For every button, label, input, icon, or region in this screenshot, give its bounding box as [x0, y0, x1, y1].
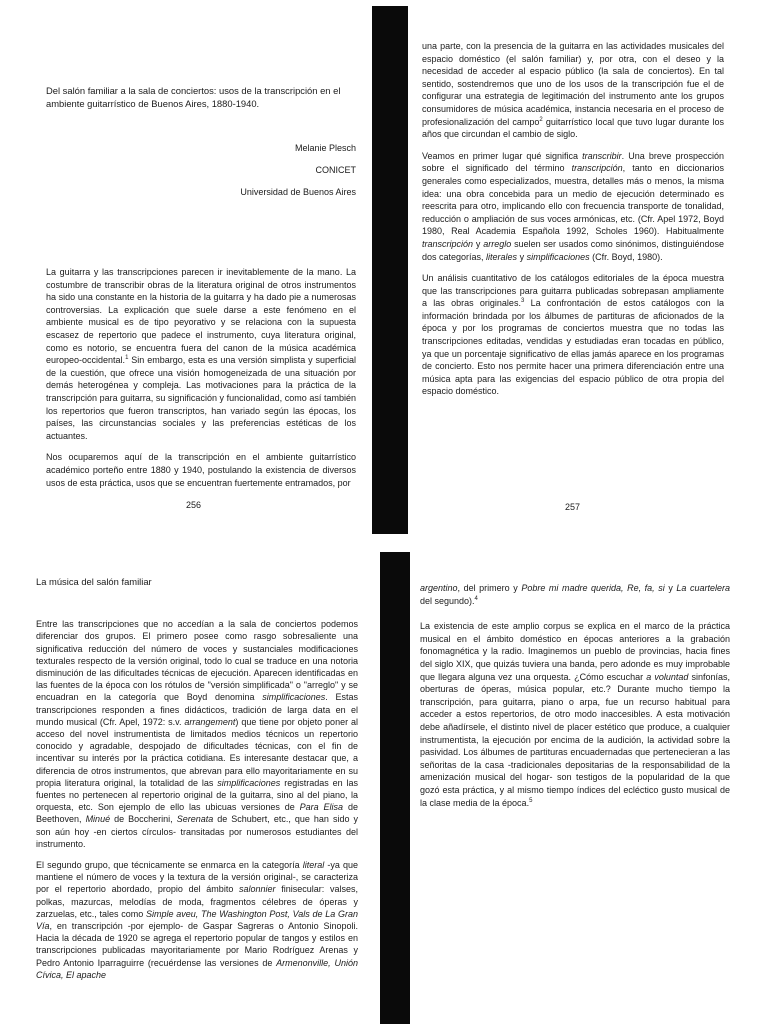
author-affiliation: CONICET — [315, 165, 356, 175]
paragraph: La guitarra y las transcripciones parecen ir inevitablemente de la mano. La costumbre de transcribir obras de la literatura original de otros instrumentos ha sido una constante en la historia de la guitarra y ha dado pie a numerosas controversias. La explicación que suele darse a este fenómeno en el ambiente musical es de tipo peyorativo y se relaciona con la supuesta escasez de repertorio que padece el instrumento, cuya literatura original, como es notorio, se encuentra fuera del canon de la música académica europeo-occidental.$^1$ Sin embargo, esta es una versión simplista y superficial de la cuestión, que ofrece una visión homogeneizada de una situación por demás heterogénea y compleja. Las motivaciones para la práctica de la transcripción para guitarra, su significación y funcionalidad, como así también los repertorios que fueron transcriptos, han variado según las épocas, los países, las circunstancias sociales y las preferencias estéticas de los actuantes. — [46, 267, 356, 441]
footnote-ref: 2 — [539, 116, 543, 123]
author-name: Melanie Plesch — [294, 143, 356, 153]
bottom-spread-gutter — [380, 552, 410, 1024]
article-title: Del salón familiar a la sala de conciertos: usos de la transcripción en el ambiente guitarrístico de Buenos Aires, 1880-1940. — [46, 85, 341, 109]
author-block — [46, 142, 356, 199]
bottom-spread — [0, 548, 768, 1024]
paragraph: Veamos en primer lugar qué significa transcribir. Una breve prospección sobre el significado del término transcripción, tanto en diccionarios generales como especializados, muestra, detalles más o menos, la misma idea: una obra concebida para un medio de ejecución determinado es reescrita para otro, implicando ello con frecuencia transporte de tonalidad, reducción o ampliación de sus voces armónicas, etc. (Cfr. Apel 1972, Boyd 1980, Real Academia Española 1992, Scholes 1960). Habitualmente transcripción y arreglo suelen ser usados como sinónimos, distinguiéndose dos categorías, literales y simplificaciones (Cfr. Boyd, 1980). — [422, 150, 724, 262]
page-256 — [46, 84, 356, 498]
paragraph: Un análisis cuantitativo de los catálogos editoriales de la época muestra que las transcripciones para guitarra publicadas sobrepasan ampliamente a las obras originales.$^3$ La confrontación de estos catálogos con la información brindada por los álbumes de partituras de aficionados de la época y por los programas de conciertos muestra que no todas las transcripciones editadas, vendidas y estudiadas eran tocadas en público, ya que un porcentaje significativo de ellas jamás aparece en los programas de concierto. Esto nos permite hacer una primera diferenciación entre una música apta para las exigencias del espacio público de otra propia del espacio doméstico. — [422, 273, 724, 397]
paragraph: Entre las transcripciones que no accedían a la sala de conciertos podemos diferenciar dos grupos. El primero posee como rasgo sobresaliente una significativa reducción del número de voces y sustanciales modificaciones texturales respecto de la versión original, todo lo cual se traduce en una notoria disminución de las dificultades técnicas de ejecución. Aparecen identificadas en las fuentes de la época con los rótulos de "versión simplificada" o "arreglo" y se encuadran en la categoría que Boyd denomina simplificaciones. Estas transcripciones responden a fines didácticos, tradición de larga data en el mundo musical (Cfr. Apel, 1972: s.v. arrangement) que tiene por objeto poner al acceso del novel instrumentista de limitados medios técnicos un repertorio conocido y agradable, despojado de dificultades técnicas, con el fin de incentivar su interés por la práctica cotidiana. Es interesante destacar que, a diferencia de otros instrumentos, que abrevan para ello mayoritariamente en su propia literatura original, la totalidad de las simplificaciones registradas en las fuentes no pertenecen al repertorio original de la guitarra, sino al del piano, la orquesta, etc. Son ejemplo de ello las ubicuas versiones de Para Elisa de Beethoven, Minué de Boccherini, Serenata de Schubert, etc., que han sido y son aún hoy -en ciertos círculos- transitadas por numerosos estudiantes del instrumento. — [36, 619, 359, 849]
footnote-ref: 4 — [474, 595, 478, 602]
page-259 — [420, 582, 730, 818]
author-university: Universidad de Buenos Aires — [240, 187, 356, 197]
top-spread-gutter — [372, 6, 408, 534]
paragraph: El segundo grupo, que técnicamente se enmarca en la categoría literal -ya que mantiene el número de voces y la textura de la versión original-, se caracteriza por el repertorio abordado, propio del ámbito salonnier finisecular: valses, polkas, mazurcas, melodías de moda, fragmentos célebres de óperas y zarzuelas, etc., tales como Simple aveu, The Washington Post, Vals de La Gran Vía, en transcripción -por ejemplo- de Gaspar Sagreras o Antonio Sinopoli. Hacia la década de 1920 se agrega el repertorio popular de tangos y estilos en transcripciones publicadas mayoritariamente por Mario Rodríguez Arenas y Pedro Antonio Iparraguirre (recuérdense las versiones de Armenonville, Unión Cívica, El apache — [36, 860, 359, 980]
page-257 — [422, 40, 724, 407]
footnote-ref: 3 — [520, 298, 525, 305]
paragraph: Nos ocuparemos aquí de la transcripción en el ambiente guitarrístico académico porteño entre 1880 y 1940, postulando la existencia de diversos usos de esta práctica, usos que se encuentran fuertemente entramados, por — [46, 452, 356, 488]
paragraph: La existencia de este amplio corpus se explica en el marco de la práctica musical en el ámbito doméstico en épocas anteriores a la grabación fonomagnética y la radio. Imaginemos un pueblo de provincias, hacia fines del siglo XIX, que quizás tuviera una banda, pero adonde es muy improbable que llegara alguna vez una orquesta. ¿Cómo escuchar a voluntad sinfonías, oberturas de óperas, música popular, etc.? Durante mucho tiempo la transcripción, para guitarra, piano o arpa, fue un recurso habitual para acceder a estos repertorios, de otro modo inaccesibles. A esta motivación debe añadírsele, el distinto nivel de placer estético que produce, a cualquier instrumentista, la ejecución por encima de la audición, la actividad sobre la pasividad. Los álbumes de partituras encuadernadas que pertenecieran a las señoritas de la casa -tradicionales depositarias de la responsabilidad de la amenización musical del hogar- son testigos de la popularidad de la que gozó esta práctica, y al mismo tiempo índices del ecléctico gusto musical de la clase media de la época.$^5$ — [420, 621, 730, 808]
paragraph: argentino, del primero y Pobre mi madre querida, Re, fa, si y La cuartelera del segundo).$^4$ — [420, 583, 730, 606]
footnote-ref: 5 — [529, 797, 533, 804]
page-number-257: 257 — [565, 502, 581, 512]
section-title: La música del salón familiar — [36, 576, 152, 587]
page-258 — [36, 576, 358, 990]
page-number-256: 256 — [186, 500, 202, 510]
paragraph: una parte, con la presencia de la guitarra en las actividades musicales del espacio doméstico (el salón familiar) y, por otra, con el deseo y la necesidad de acceder al espacio público (la sala de conciertos). En tal sentido, sostendremos que uno de los usos de la transcripción fue el de configurar una estrategia de legitimación del instrumento ante los grupos consumidores de música académica, instancia necesaria en el proceso de profesionalización del campo$^2$ guitarrístico local que tuvo lugar durante los años que circundan el cambio de siglo. — [422, 41, 724, 140]
footnote-ref: 1 — [125, 355, 129, 362]
